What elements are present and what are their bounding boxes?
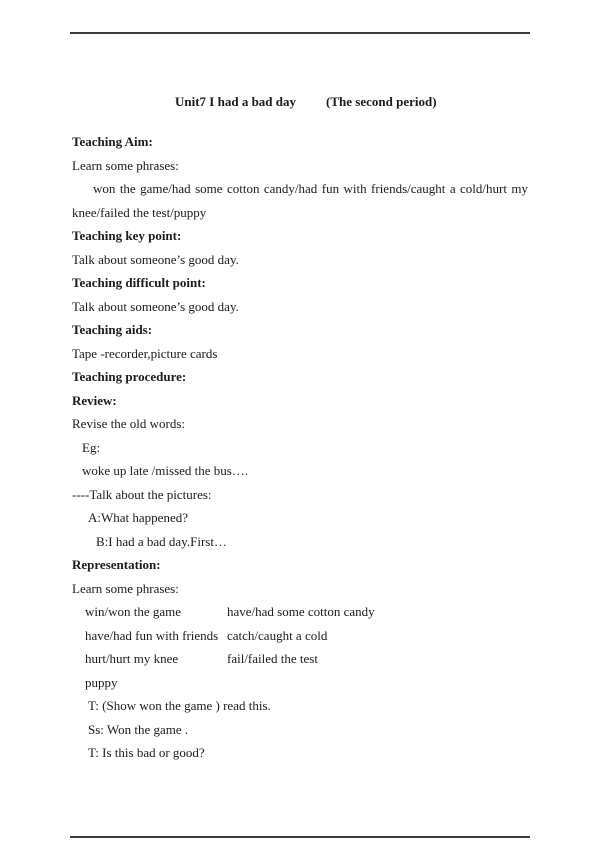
page-subtitle: (The second period) xyxy=(326,94,437,109)
phrase-row-3 xyxy=(72,647,528,671)
dialogue-t-show-game: T: (Show won the game ) read this. xyxy=(88,698,271,713)
phrase-win-won: win/won the game xyxy=(85,604,182,619)
paragraph-difficult-point: Talk about someone’s good day. xyxy=(72,298,239,314)
paragraph-revise-words: Revise the old words: xyxy=(72,416,186,431)
footer-rule xyxy=(70,836,530,838)
header-rule xyxy=(70,32,530,34)
phrase-hurt-knee: hurt/hurt my knee xyxy=(85,651,179,666)
phrase-fun-friends: have/had fun with friends xyxy=(85,627,219,643)
dialogue-a-what-happened: A:What happened? xyxy=(88,510,188,525)
paragraph-learn-phrases: Learn some phrases: xyxy=(72,157,179,173)
paragraph-key-point: Talk about someone’s good day. xyxy=(72,251,239,267)
paragraph-woke-up-late: woke up late /missed the bus…. xyxy=(82,463,249,478)
page-title: Unit7 I had a bad day xyxy=(175,94,297,109)
document-title-line xyxy=(72,90,528,113)
paragraph-puppy: puppy xyxy=(85,674,118,690)
heading-teaching-difficult: Teaching difficult point: xyxy=(72,275,206,290)
phrase-cotton-candy: have/had some cotton candy xyxy=(227,604,375,619)
phrase-catch-cold: catch/caught a cold xyxy=(227,627,328,643)
heading-review: Review: xyxy=(72,392,117,408)
heading-teaching-procedure: Teaching procedure: xyxy=(72,369,187,384)
heading-teaching-aids: Teaching aids: xyxy=(72,322,153,337)
paragraph-teaching-aids: Tape -recorder,picture cards xyxy=(72,345,218,361)
heading-teaching-key-point: Teaching key point: xyxy=(72,228,182,243)
paragraph-talk-about-pictures: ----Talk about the pictures: xyxy=(72,486,212,502)
heading-teaching-aim: Teaching Aim: xyxy=(72,134,153,149)
phrase-row-1 xyxy=(72,600,528,624)
heading-representation: Representation: xyxy=(72,557,161,572)
paragraph-phrase-list-line2: knee/failed the test/puppy xyxy=(72,204,207,220)
document-body xyxy=(72,130,528,765)
dialogue-t-bad-or-good: T: Is this bad or good? xyxy=(88,745,205,760)
dialogue-ss-won-game: Ss: Won the game . xyxy=(88,721,189,737)
phrase-row-2 xyxy=(72,624,528,648)
paragraph-phrase-list-line1: won the game/had some cotton candy/had fun with friends/caught a cold/hurt my xyxy=(93,181,528,196)
paragraph-learn-phrases-2: Learn some phrases: xyxy=(72,580,179,596)
dialogue-b-bad-day: B:I had a bad day.First… xyxy=(96,533,227,549)
paragraph-eg: Eg: xyxy=(82,439,101,455)
phrase-fail-test: fail/failed the test xyxy=(227,651,318,666)
